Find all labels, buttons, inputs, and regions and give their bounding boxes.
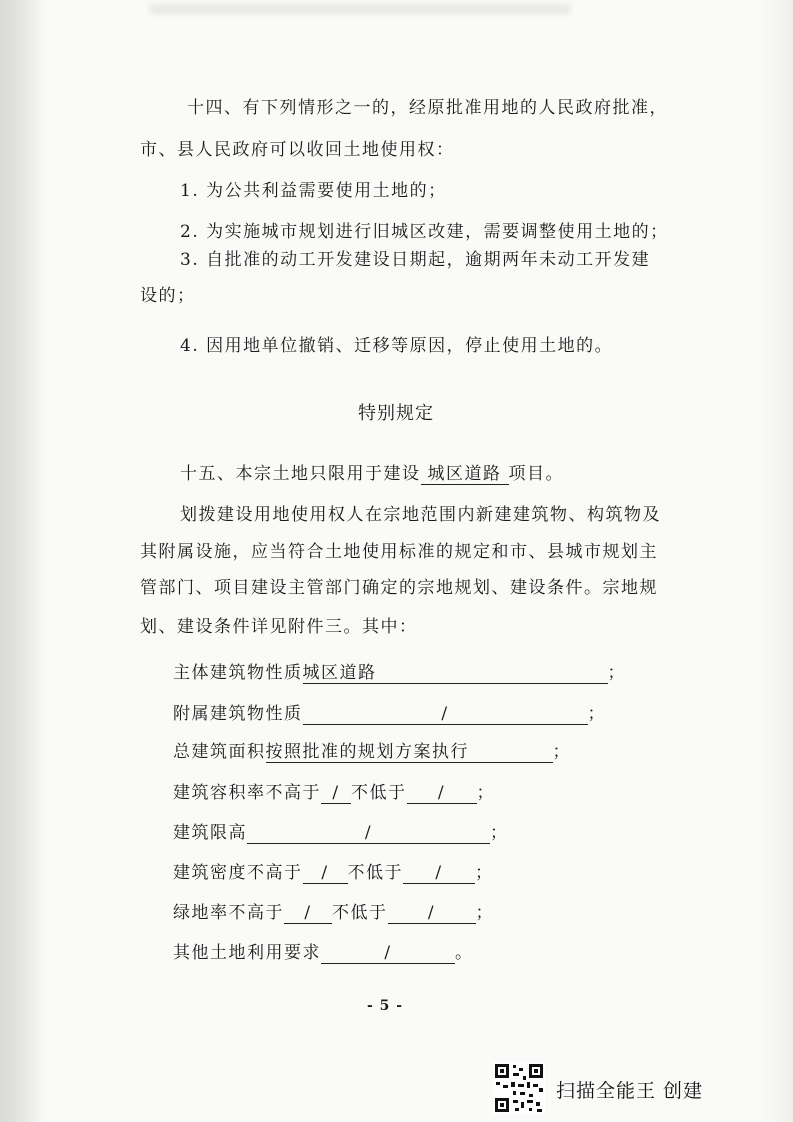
total-area-value: 按照批准的规划方案执行 (266, 742, 553, 763)
far-end: ； (476, 783, 495, 803)
density-label-b: 不低于 (347, 863, 403, 883)
scan-bleed-through (150, 4, 570, 14)
density-value-b: / (403, 863, 475, 884)
main-nature-value: 城区道路 (303, 663, 608, 684)
height-label: 建筑限高 (173, 823, 247, 843)
height-value: / (247, 823, 490, 844)
far-label-b: 不低于 (351, 783, 407, 803)
clause14-item3-line2: 设的； (140, 286, 196, 306)
scan-shadow-edge (0, 0, 48, 1122)
scanner-watermark: 扫描全能王 创建 (556, 1080, 704, 1102)
field-density (173, 863, 494, 884)
green-value-a: / (284, 903, 332, 924)
aux-nature-end: ； (587, 704, 606, 724)
height-end: ； (490, 823, 509, 843)
qr-code-icon (493, 1062, 545, 1114)
other-label: 其他土地利用要求 (173, 943, 321, 963)
density-end: ； (475, 863, 494, 883)
field-green (173, 903, 494, 924)
aux-nature-value: / (303, 704, 588, 725)
clause14-line1: 十四、有下列情形之一的，经原批准用地的人民政府批准， (187, 98, 668, 118)
total-area-label: 总建筑面积 (173, 742, 266, 762)
field-aux-nature (173, 704, 606, 725)
far-label-a: 建筑容积率不高于 (173, 783, 321, 803)
field-far (173, 783, 495, 804)
para-line3: 管部门、项目建设主管部门确定的宗地规划、建设条件。宗地规 (140, 578, 658, 598)
green-end: ； (475, 903, 494, 923)
clause14-item4: 4. 因用地单位撤销、迁移等原因，停止使用土地的。 (180, 336, 614, 356)
green-label-b: 不低于 (332, 903, 388, 923)
page-number: - 5 - (367, 998, 404, 1014)
other-value: / (321, 943, 455, 964)
section-heading: 特别规定 (358, 403, 434, 424)
other-end: 。 (455, 943, 474, 963)
clause14-line2: 市、县人民政府可以收回土地使用权： (140, 140, 455, 160)
density-value-a: / (303, 863, 348, 884)
para-line4: 划、建设条件详见附件三。其中： (140, 617, 418, 637)
field-total-area (173, 742, 571, 763)
field-other (173, 943, 474, 964)
clause14-item1: 1. 为公共利益需要使用土地的； (180, 181, 447, 201)
total-area-end: ； (552, 742, 571, 762)
field-main-nature (173, 663, 626, 684)
far-value-b: / (407, 783, 477, 804)
green-label-a: 绿地率不高于 (173, 903, 284, 923)
para-line1: 划拨建设用地使用权人在宗地范围内新建建筑物、构筑物及 (180, 505, 661, 525)
clause14-item3-line1: 3. 自批准的动工开发建设日期起，逾期两年未动工开发建 (180, 250, 651, 270)
clause15-suffix: 项目。 (508, 464, 564, 484)
para-line2: 其附属设施，应当符合土地使用标准的规定和市、县城市规划主 (140, 542, 658, 562)
clause14-item2: 2. 为实施城市规划进行旧城区改建，需要调整使用土地的； (180, 222, 669, 242)
field-height (173, 823, 509, 844)
main-nature-end: ； (607, 663, 626, 683)
aux-nature-label: 附属建筑物性质 (173, 704, 303, 724)
green-value-b: / (388, 903, 476, 924)
clause15-fill: 城区道路 (421, 464, 509, 485)
main-nature-label: 主体建筑物性质 (173, 663, 303, 683)
density-label-a: 建筑密度不高于 (173, 863, 303, 883)
clause15-prefix: 十五、本宗土地只限用于建设 (180, 464, 421, 484)
far-value-a: / (321, 783, 351, 804)
clause15-line (180, 464, 564, 485)
